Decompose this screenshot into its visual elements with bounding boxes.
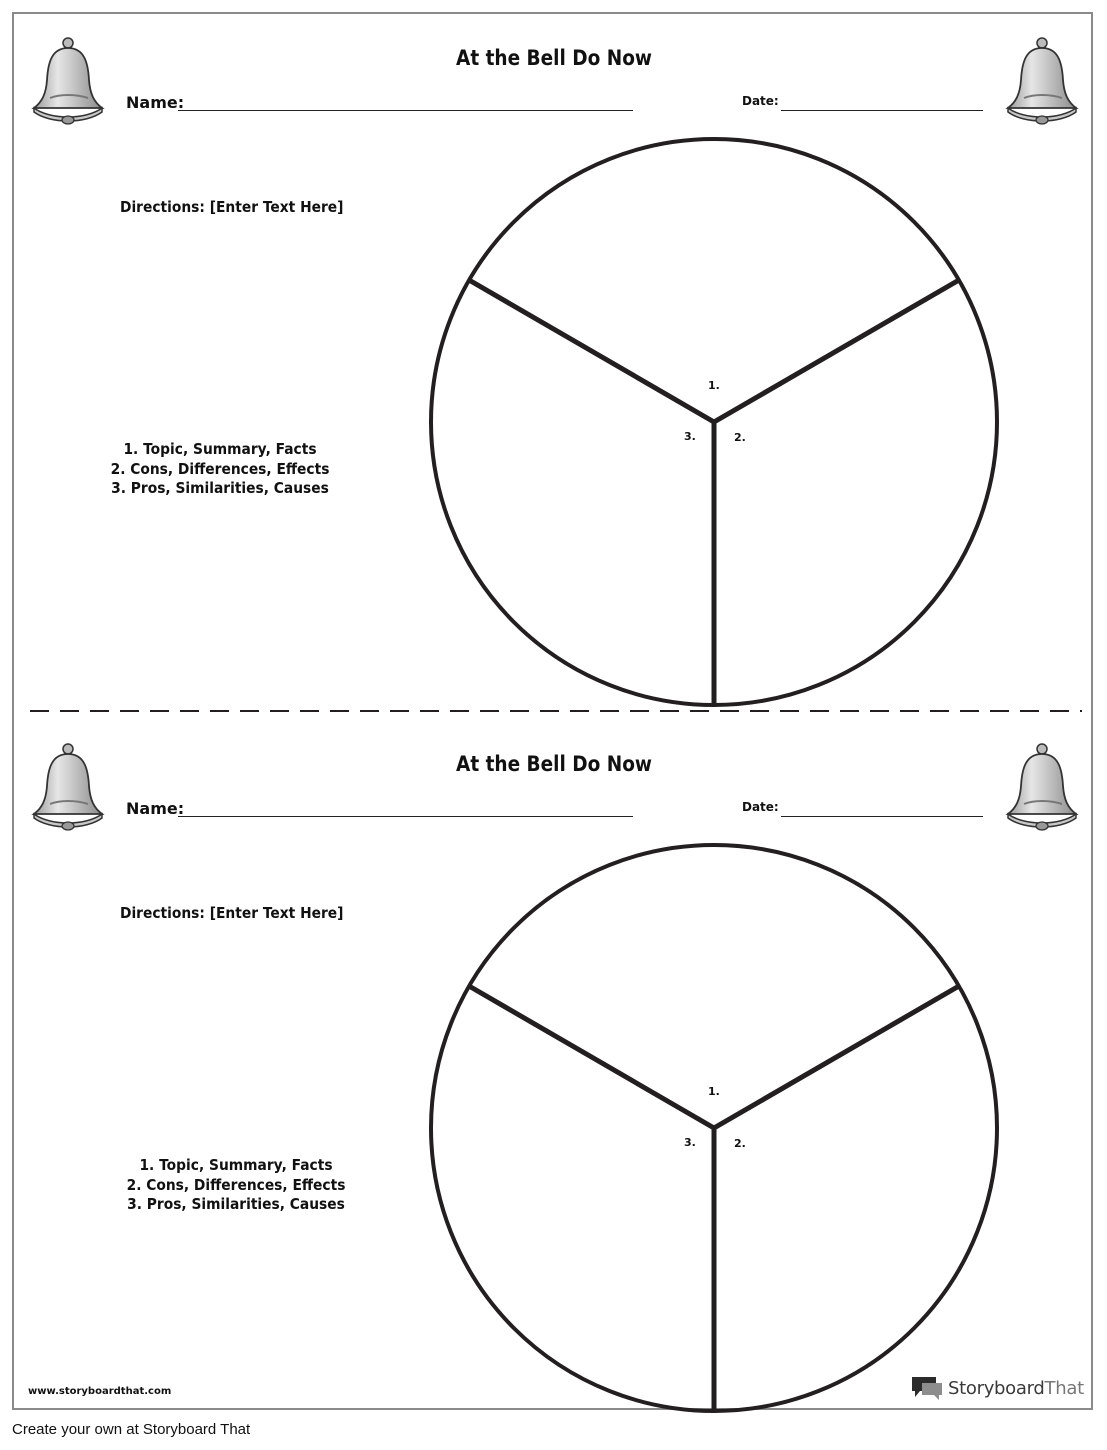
date-label: Date:: [742, 800, 779, 814]
worksheet-title: At the Bell Do Now: [456, 752, 652, 776]
divider-line: [469, 986, 714, 1128]
footer-url[interactable]: www.storyboardthat.com: [28, 1386, 172, 1397]
three-part-circle: [414, 828, 1014, 1418]
name-field[interactable]: [178, 110, 633, 111]
worksheet-section-2: [14, 720, 1091, 1420]
legend-item: 2. Cons, Differences, Effects: [110, 459, 330, 478]
name-label: Name:: [126, 93, 185, 112]
storyboardthat-logo[interactable]: [910, 1374, 1084, 1402]
bell-icon: [1004, 36, 1080, 128]
legend-item: 1. Topic, Summary, Facts: [123, 440, 317, 458]
storyboardthat-logo-icon: [910, 1375, 944, 1401]
divider-line: [469, 280, 714, 422]
pie-label-3: 3.: [684, 430, 696, 443]
name-label: Name:: [126, 799, 185, 818]
three-part-circle: [414, 122, 1014, 712]
pie-label-1: 1.: [708, 379, 720, 392]
date-label: Date:: [742, 94, 779, 108]
divider-line: [714, 986, 959, 1128]
section-legend: [82, 440, 358, 499]
divider-line: [714, 280, 959, 422]
bell-icon: [30, 36, 106, 128]
directions-text[interactable]: Directions: [Enter Text Here]: [120, 904, 344, 922]
pie-label-3: 3.: [684, 1136, 696, 1149]
worksheet-title: At the Bell Do Now: [456, 46, 652, 70]
bell-icon: [30, 742, 106, 834]
name-field[interactable]: [178, 816, 633, 817]
legend-item: 1. Topic, Summary, Facts: [139, 1156, 333, 1174]
legend-item: 3. Pros, Similarities, Causes: [111, 479, 329, 497]
pie-label-2: 2.: [734, 431, 746, 444]
worksheet-section-1: [14, 14, 1091, 714]
bell-icon: [1004, 742, 1080, 834]
credit-text[interactable]: Create your own at Storyboard That: [12, 1421, 251, 1438]
section-legend: [98, 1156, 374, 1215]
legend-item: 2. Cons, Differences, Effects: [126, 1175, 346, 1194]
brand-light: That: [1044, 1377, 1084, 1399]
worksheet: [12, 12, 1093, 1410]
legend-item: 3. Pros, Similarities, Causes: [127, 1195, 345, 1213]
pie-label-2: 2.: [734, 1137, 746, 1150]
cut-line: [30, 706, 1082, 716]
date-field[interactable]: [781, 110, 983, 111]
pie-label-1: 1.: [708, 1085, 720, 1098]
directions-text[interactable]: Directions: [Enter Text Here]: [120, 198, 344, 216]
date-field[interactable]: [781, 816, 983, 817]
brand-bold: Storyboard: [948, 1377, 1045, 1399]
